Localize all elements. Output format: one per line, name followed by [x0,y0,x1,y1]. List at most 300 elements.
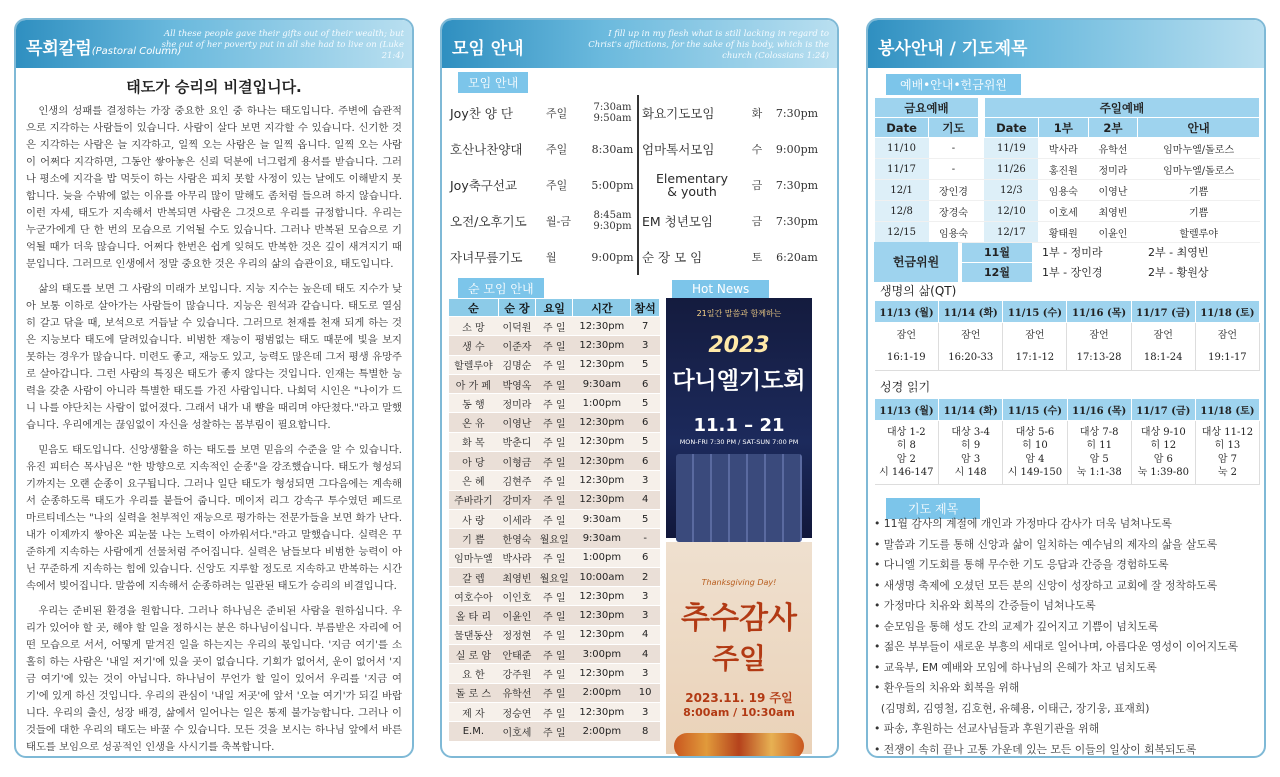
news1-times: MON-FRI 7:30 PM / SAT-SUN 7:00 PM [679,438,799,446]
friday-prayer: - [929,138,979,159]
prayer-item: • 교육부, EM 예배와 모임에 하나님의 은혜가 차고 넘치도록 [874,660,1157,674]
group-leader: 안태준 [498,645,535,664]
first-service: 홍진원 [1038,159,1088,180]
group-leader: 이윤인 [498,606,535,625]
group-col-header: 시간 [573,299,631,317]
second-service: 유학선 [1088,138,1138,159]
group-attendance: 3 [631,702,660,721]
group-leader: 김현주 [498,471,535,490]
bible-reading [1131,421,1195,485]
meeting-day: 월 [546,251,557,264]
prayer-item: • 다니엘 기도회를 통해 무수한 기도 응답과 간증을 경험하도록 [874,558,1169,571]
meetings-label: 모임 안내 [458,72,528,93]
bible-reading-line: 대상 3-4 [951,426,990,438]
group-time: 3:00pm [573,645,631,664]
prayer-item: • 가정마다 치유와 회복의 간증들이 넘쳐나도록 [874,599,1096,612]
group-time: 2:00pm [573,683,631,702]
group-col-header: 순 장 [498,299,535,317]
group-row [449,317,660,336]
group-leader: 이호세 [498,722,535,741]
qt-ref: 16:1-19 [875,345,939,371]
group-attendance: 6 [631,548,660,567]
worship-col-header: Date [875,118,929,138]
group-name: 올 타 리 [449,606,499,625]
bible-reading [875,421,939,485]
news-label: Hot News [672,280,769,298]
usher: 할렐루야 [1138,222,1260,243]
meetings-header [442,20,837,68]
qt-book: 잠언 [1003,323,1067,345]
bible-reading-line: 암 3 [961,453,981,465]
group-time: 12:30pm [573,355,631,374]
group-day: 주 일 [536,587,573,606]
group-attendance: 7 [631,317,660,336]
prayer-item: • 젊은 부부들이 새로운 부흥의 세대로 일어나며, 아름다운 영성이 이어지도록 [874,640,1239,653]
bible-reading [1003,421,1067,485]
group-day: 주 일 [536,509,573,528]
second-service: 이영난 [1088,180,1138,201]
meetings-header-title: 모임 안내 [452,39,524,59]
offering-row [962,242,1248,262]
group-row [449,413,660,432]
prayer-item: • 말씀과 기도를 통해 신앙과 삶이 일치하는 예수님의 제자의 삶을 살도록 [874,537,1218,551]
group-col-header: 참석 [631,299,660,317]
friday-date: 12/1 [875,180,929,201]
prayer-item: • 11월 감사의 계절에 개인과 가정마다 감사가 더욱 넘쳐나도록 [874,517,1172,530]
group-day: 주 일 [536,664,573,683]
group-day: 주 일 [536,683,573,702]
group-day: 주 일 [536,606,573,625]
group-row [449,567,660,586]
worship-table [874,97,1260,243]
meeting-time: 6:20am [776,250,818,264]
bible-reading-line: 대상 5-6 [1015,426,1055,438]
meeting-time-2: 9:30pm [593,221,632,232]
group-attendance: 3 [631,664,660,683]
column-paragraph: 우리는 준비된 환경을 원합니다. 그러나 하나님은 준비된 사람을 원하십니다. 우리가 있어야 할 곳, 해야 할 일을 정하시는 분은 하나님이십니다. 부름받은 자리에 어떤 모습으로 서서, 어떻게 맡겨진 일을 하는지는 우리의 몫입니다. '지금 여기'를 소홀히 하는 사람은 '내일 저기'에 있을 곳이 없습니다. 기회가 없어서, 운이 없어서 '지금 여기'에 있는 것이 아닙니다. 하나님이 무언가 할 일이 있어서 우리를 '지금 여기'에 있게 하신 것입니다. 우리의 관심이 '내일 저곳'에 앞서 '오늘 여기'가 되길 바랍니다. 우리의 출신, 성장 배경, 삶에서 일어나는 일은 통제 불가능합니다. 그러나 이것들에 대한 우리의 태도는 바꿀 수 있습니다. 모든 것을 보시는 하나님 앞에서 바른 태도를 보임으로 성공적인 인생을 사시기를 축복합니다. [26,605,402,753]
bible-reading [1195,421,1259,485]
group-time: 12:30pm [573,490,631,509]
bible-reading-line: 눅 1:1-38 [1076,467,1122,478]
meeting-time [588,203,638,239]
group-day: 주 일 [536,625,573,644]
bible-reading-line: 암 7 [1217,453,1238,465]
meeting-name: 자녀무릎기도 [450,250,523,265]
worship-col-header: 기도 [929,118,979,138]
qt-ref: 19:1-17 [1195,345,1259,371]
prayer-item: (김명희, 김영철, 김호현, 유혜용, 이태근, 장기웅, 표재희) [874,701,1150,715]
group-time: 9:30am [573,374,631,393]
prayer-item: • 환우들의 치유와 회복을 위해 [874,681,1020,694]
meeting-day: 월-금 [546,215,571,228]
group-row [449,625,660,644]
group-row [449,432,660,451]
group-attendance: 5 [631,432,660,451]
meeting-time: 5:00pm [591,178,634,192]
first-service: 황태원 [1038,222,1088,243]
news2-small: Thanksgiving Day! [701,578,777,587]
bible-reading [1067,421,1131,485]
bible-reading-line: 시 148 [954,467,987,478]
news1-title: 다니엘기도회 [672,368,806,394]
group-leader: 이준자 [498,336,535,355]
group-name: 물댄동산 [449,625,499,644]
meeting-time: 9:00pm [775,142,819,156]
meeting-row [450,239,822,275]
autumn-leaves-icon [674,733,804,758]
qt-day-header: 11/14 (화) [939,301,1003,323]
prayer-item: • 파송, 후원하는 선교사님들과 후원기관을 위해 [874,722,1100,735]
bible-day-header: 11/14 (화) [939,399,1003,421]
bible-reading-line: 암 5 [1089,453,1109,465]
group-leader: 최영빈 [498,567,535,586]
meeting-time: 8:30am [591,142,634,156]
meeting-name-line2: & youth [667,184,717,199]
group-time: 2:00pm [573,722,631,741]
column-header [16,20,412,68]
group-name: 소 망 [449,317,499,336]
meeting-name-line1: Elementary [656,171,728,186]
group-day: 주 일 [536,471,573,490]
qt-book: 잠언 [1195,323,1259,345]
service-label: 예배•안내•헌금위원 [886,74,1021,95]
offering-section [874,242,1260,282]
bible-reading-line: 히 13 [1214,440,1241,451]
group-day: 주 일 [536,394,573,413]
meeting-name: 화요기도모임 [642,106,715,121]
group-day: 주 일 [536,355,573,374]
group-name: 돌 로 스 [449,683,499,702]
meeting-day: 금 [751,179,763,192]
friday-date: 11/10 [875,138,929,159]
news2-times: 8:00am / 10:30am [683,706,795,719]
qt-day-header: 11/18 (토) [1195,301,1259,323]
group-time: 12:30pm [573,432,631,451]
group-day: 주 일 [536,722,573,741]
qt-book: 잠언 [939,323,1003,345]
group-row [449,606,660,625]
sunday-date: 12/17 [984,222,1038,243]
group-time: 9:30am [573,509,631,528]
group-row [449,587,660,606]
group-leader: 강주원 [498,664,535,683]
meeting-name: 순 장 모 임 [642,250,703,265]
group-name: 화 목 [449,432,499,451]
worship-col-header: Date [984,118,1038,138]
bible-day-header: 11/16 (목) [1067,399,1131,421]
group-row [449,336,660,355]
news-thanksgiving-poster[interactable] [666,542,812,754]
meetings-schedule [450,95,822,275]
group-time: 12:30pm [573,625,631,644]
group-row [449,548,660,567]
group-attendance: 6 [631,452,660,471]
worship-col-header: 2부 [1088,118,1138,138]
group-day: 월요일 [536,529,573,548]
group-name: 갈 렙 [449,567,499,586]
news1-small: 21일간 말씀과 함께하는 [696,309,782,318]
second-service: 최영빈 [1088,201,1138,222]
group-row [449,452,660,471]
group-row [449,722,660,741]
sunday-date: 12/10 [984,201,1038,222]
group-time: 1:00pm [573,548,631,567]
bible-reading [939,421,1003,485]
meeting-row [450,167,822,203]
group-time: 12:30pm [573,702,631,721]
group-label: 순 모임 안내 [458,278,544,299]
offering-row [962,262,1248,282]
friday-worship-header: 금요예배 [875,98,979,118]
group-leader: 정정현 [498,625,535,644]
group-time: 12:30pm [573,606,631,625]
meeting-time: 9:00pm [591,250,634,264]
usher: 임마누엘/돌로스 [1138,159,1260,180]
group-table [448,298,660,742]
group-time: 12:30pm [573,471,631,490]
friday-prayer: 장인경 [929,180,979,201]
meeting-row [450,131,822,167]
group-row [449,355,660,374]
group-attendance: 8 [631,722,660,741]
group-day: 주 일 [536,548,573,567]
group-day: 주 일 [536,645,573,664]
group-day: 주 일 [536,452,573,471]
news1-year: 2023 [708,333,770,358]
group-attendance: 4 [631,625,660,644]
qt-ref: 18:1-24 [1131,345,1195,371]
group-row [449,471,660,490]
group-time: 12:30pm [573,336,631,355]
offering-first: 1부 - 장인경 [1042,266,1103,279]
prayer-item: • 새생명 축제에 오셨던 모든 분의 신앙이 성장하고 교회에 잘 정착하도록 [874,578,1218,592]
meeting-day: 금 [751,215,763,228]
bible-reading-line: 시 146-147 [879,467,934,478]
qt-table [874,300,1260,371]
group-name: 기 쁨 [449,529,499,548]
qt-book: 잠언 [875,323,939,345]
group-row [449,509,660,528]
bible-reading-line: 눅 1:39-80 [1137,467,1189,478]
meeting-day: 주일 [546,107,568,120]
group-name: 사 랑 [449,509,499,528]
news2-title2: 주일 [711,642,767,675]
meetings-header-verse: I fill up in my flesh what is still lacking in regard to Christ's afflictions, for the sake of his body, which is the church (Colossians 1:24) [588,29,829,61]
bible-reading-line: 시 149-150 [1007,467,1063,478]
group-day: 주 일 [536,317,573,336]
group-row [449,683,660,702]
qt-ref: 17:13-28 [1067,345,1131,371]
group-leader: 정승연 [498,702,535,721]
worship-row [875,201,1260,222]
prayer-item: • 순모임을 통해 성도 간의 교제가 깊어지고 기쁨이 넘치도록 [874,619,1159,633]
group-day: 주 일 [536,432,573,451]
worship-row [875,180,1260,201]
bible-reading-line: 암 2 [896,453,916,465]
pastoral-column-panel [14,18,414,758]
group-time: 9:30am [573,529,631,548]
group-day: 주 일 [536,336,573,355]
second-service: 정미라 [1088,159,1138,180]
second-service: 이윤인 [1088,222,1138,243]
group-leader: 강미자 [498,490,535,509]
offering-month: 11월 [962,243,1032,262]
group-row [449,645,660,664]
group-attendance: 10 [631,683,660,702]
bible-day-header: 11/13 (월) [875,399,939,421]
group-attendance: 3 [631,606,660,625]
bible-title: 성경 읽기 [880,380,931,394]
bible-reading-line: 대상 9-10 [1140,426,1186,438]
bible-day-header: 11/17 (금) [1131,399,1195,421]
group-attendance: 4 [631,490,660,509]
group-leader: 박춘디 [498,432,535,451]
meeting-day: 주일 [546,143,568,156]
sunday-date: 11/26 [984,159,1038,180]
qt-ref: 16:20-33 [939,345,1003,371]
group-time: 10:00am [573,567,631,586]
bible-reading-line: 히 8 [896,440,916,451]
usher: 임마누엘/돌로스 [1138,138,1260,159]
column-header-verse: All these people gave their gifts out of their wealth; but she out of her poverty put in all she had to live on (Luke 21:4) [161,29,404,61]
meeting-day: 수 [751,143,763,156]
group-attendance: 4 [631,645,660,664]
qt-day-header: 11/13 (월) [875,301,939,323]
column-header-sub: (Pastoral Column) [91,46,182,57]
qt-book: 잠언 [1067,323,1131,345]
group-attendance: 3 [631,587,660,606]
bible-reading-line: 대상 11-12 [1201,426,1254,438]
group-row [449,374,660,393]
meeting-name: 오전/오후기도 [450,214,527,229]
offering-label: 헌금위원 [874,242,958,282]
group-attendance: 5 [631,355,660,374]
meeting-day: 토 [751,251,763,264]
friday-date: 12/8 [875,201,929,222]
friday-prayer: 장경숙 [929,201,979,222]
meeting-time-2: 9:50am [593,113,632,124]
bible-reading-line: 대상 7-8 [1079,426,1119,438]
offering-second: 2부 - 황원상 [1148,266,1209,279]
group-name: 동 행 [449,394,499,413]
bible-reading-line: 암 6 [1153,453,1173,465]
column-paragraph: 인생의 성패를 결정하는 가장 중요한 요인 중 하나는 태도입니다. 주변에 습관적으로 지각하는 사람들이 있습니다. 사람이 살다 보면 지각할 수 있습니다. 신기한 것은 지각하는 사람은 늘 지각하고, 일찍 오는 사람은 늘 일찍 옵니다. 일찍 오는 사람이 어쩌다 지각하면, 그동안 쌓아놓은 신뢰 덕분에 너그럽게 용서를 받습니다. 그러나 평소에 지각을 밥 먹듯이 하는 사람은 피치 못할 사정이 있는 날에도 이해받지 못합니다. 늦을 수밖에 없는 이유를 아무리 많이 말해도 좀처럼 들으려 하지 않습니다. 이런 자세, 태도가 지속해서 반복되면 사람은 그것으로 우리를 규정합니다. 우리는 누군가에게 단 한 번의 모습으로 기억될 수도 있습니다. 그러나 반복된 모습으로 기억될 때가 더욱 많습니다. 어쩌다 한번은 쉽게 잊혀도 반복한 것은 깊이 새겨지기 때문입니다. 그러므로 인생에서 정말 중요한 것은 우리의 삶의 습관이요, 태도입니다. [26,105,402,270]
column-title: 태도가 승리의 비결입니다. [126,78,302,96]
group-name: 생 수 [449,336,499,355]
group-name: 온 유 [449,413,499,432]
meeting-name: EM 청년모임 [642,214,713,229]
group-attendance: 2 [631,567,660,586]
bible-reading-line: 눅 2 [1217,467,1238,478]
qt-day-header: 11/15 (수) [1003,301,1067,323]
meeting-row [450,203,822,239]
group-attendance: 6 [631,413,660,432]
group-time: 1:00pm [573,394,631,413]
friday-date: 12/15 [875,222,929,243]
group-attendance: 3 [631,471,660,490]
group-leader: 한영숙 [498,529,535,548]
group-attendance: - [631,529,660,548]
group-time: 12:30pm [573,587,631,606]
group-row [449,664,660,683]
friday-prayer: - [929,159,979,180]
column-body [16,103,412,756]
group-name: 주바라기 [449,490,499,509]
column-paragraph: 삶의 태도를 보면 그 사람의 미래가 보입니다. 지능 지수는 높은데 태도 지수가 낮아 보통 이하로 살아가는 사람들이 많습니다. 지능은 원석과 같습니다. 태도로 열심히 갈고 닦을 때, 보석으로 거듭날 수 있습니다. 그러므로 천재를 천재 되게 하는 것은 지능보다 태도에 달려있습니다. 비범한 재능이 평범없는 태도 때문에 빛을 보지 못하는 경우가 많습니다. 미련도 좋고, 재능도 있고, 능력도 많은데 그저 평생 유망주로 살아갑니다. 그런 사람의 특징은 태도가 좋지 않다는 것입니다. 인재는 특별한 능력을 갖춘 사람이 아니라 특별한 태도를 가진 사람입니다. 나희덕 시인은 "나이가 드니 나를 야단치는 사람이 없어졌다. 그래서 내가 내 뺨을 때리며 야단쳤다."라고 말했습니다. 우리에게는 끊임없이 자신을 성찰하는 몸부림이 필요합니다. [26,283,402,431]
group-leader: 이형금 [498,452,535,471]
group-name: 임마누엘 [449,548,499,567]
meeting-name [642,167,742,203]
group-day: 월요일 [536,567,573,586]
group-leader: 이세라 [498,509,535,528]
group-col-header: 순 [449,299,499,317]
meeting-name: 엄마톡서모임 [642,142,715,157]
group-leader: 박영옥 [498,374,535,393]
meeting-time [588,95,638,131]
group-leader: 이영난 [498,413,535,432]
meeting-row [450,95,822,131]
prayer-item: • 전쟁이 속히 끝나 고통 가운데 있는 모든 이들의 일상이 회복되도록 [874,742,1197,756]
news2-title: 추수감사 [681,601,797,636]
group-name: 할렐루야 [449,355,499,374]
meeting-time-1: 8:45am [593,210,632,221]
meeting-name: Joy축구선교 [450,178,518,193]
worship-row [875,159,1260,180]
bible-day-header: 11/18 (토) [1195,399,1259,421]
meeting-time: 7:30pm [775,214,819,228]
group-name: 제 자 [449,702,499,721]
friday-date: 11/17 [875,159,929,180]
group-name: 요 한 [449,664,499,683]
bible-reading-line: 대상 1-2 [886,426,926,438]
offering-first: 1부 - 정미라 [1042,246,1103,259]
group-row [449,702,660,721]
news-daniel-prayer-poster[interactable] [666,298,812,538]
meeting-day: 화 [751,107,763,120]
meeting-time-1: 7:30am [593,102,632,113]
usher: 기쁨 [1138,201,1260,222]
group-leader: 유학선 [498,683,535,702]
worship-row [875,222,1260,243]
column-header-title: 목회칼럼 [26,39,92,59]
worship-row [875,138,1260,159]
group-attendance: 5 [631,509,660,528]
group-day: 주 일 [536,702,573,721]
friday-prayer: 임용숙 [929,222,979,243]
meeting-name: Joy찬 양 단 [450,106,513,121]
group-time: 12:30pm [573,664,631,683]
bible-reading-line: 히 10 [1022,440,1048,451]
bible-reading-line: 히 9 [961,440,981,451]
news2-date: 2023.11. 19 주일 [685,691,793,705]
group-col-header: 요일 [536,299,573,317]
bible-day-header: 11/15 (수) [1003,399,1067,421]
group-attendance: 6 [631,374,660,393]
first-service: 박사라 [1038,138,1088,159]
sunday-date: 11/19 [984,138,1038,159]
group-row [449,529,660,548]
meeting-day: 주일 [546,179,568,192]
group-time: 12:30pm [573,452,631,471]
group-leader: 이인호 [498,587,535,606]
group-day: 주 일 [536,374,573,393]
column-paragraph: 믿음도 태도입니다. 신앙생활을 하는 태도를 보면 믿음의 수준을 알 수 있습니다. 유진 피터슨 목사님은 "한 방향으로 지속적인 순종"을 강조했습니다. 태도가 형성되기까지는 오랜 순종이 요구됩니다. 그러나 일단 태도가 형성되면 그다음에는 계속해서 순종하도록 태도가 우리를 붙들어 줍니다. 메이저 리그 강속구 투수였던 페드로 마르티네스는 "나의 실력을 천부적인 재능으로 평가하는 전문가들을 보면 화가 난다. 내가 이제까지 쌓아온 피눈물 나는 노력이 아까워서다."라고 말했습니다. 실력은 꾸준하게 지속하는 사람에게 선물처럼 주어집니다. 실력은 남들보다 비범한 능력이 아닌 꾸준하게 지속하는 힘에 있습니다. 신앙도 지루할 정도로 지속하고 반복하는 시간 속에서 빚어집니다. 말씀에 지속해서 순종하려는 일관된 태도가 승리의 비결입니다. [26,444,402,592]
group-row [449,490,660,509]
service-prayer-panel [866,18,1266,758]
group-leader: 김명순 [498,355,535,374]
speaker-photos-icon [676,454,802,542]
meetings-panel [440,18,839,758]
